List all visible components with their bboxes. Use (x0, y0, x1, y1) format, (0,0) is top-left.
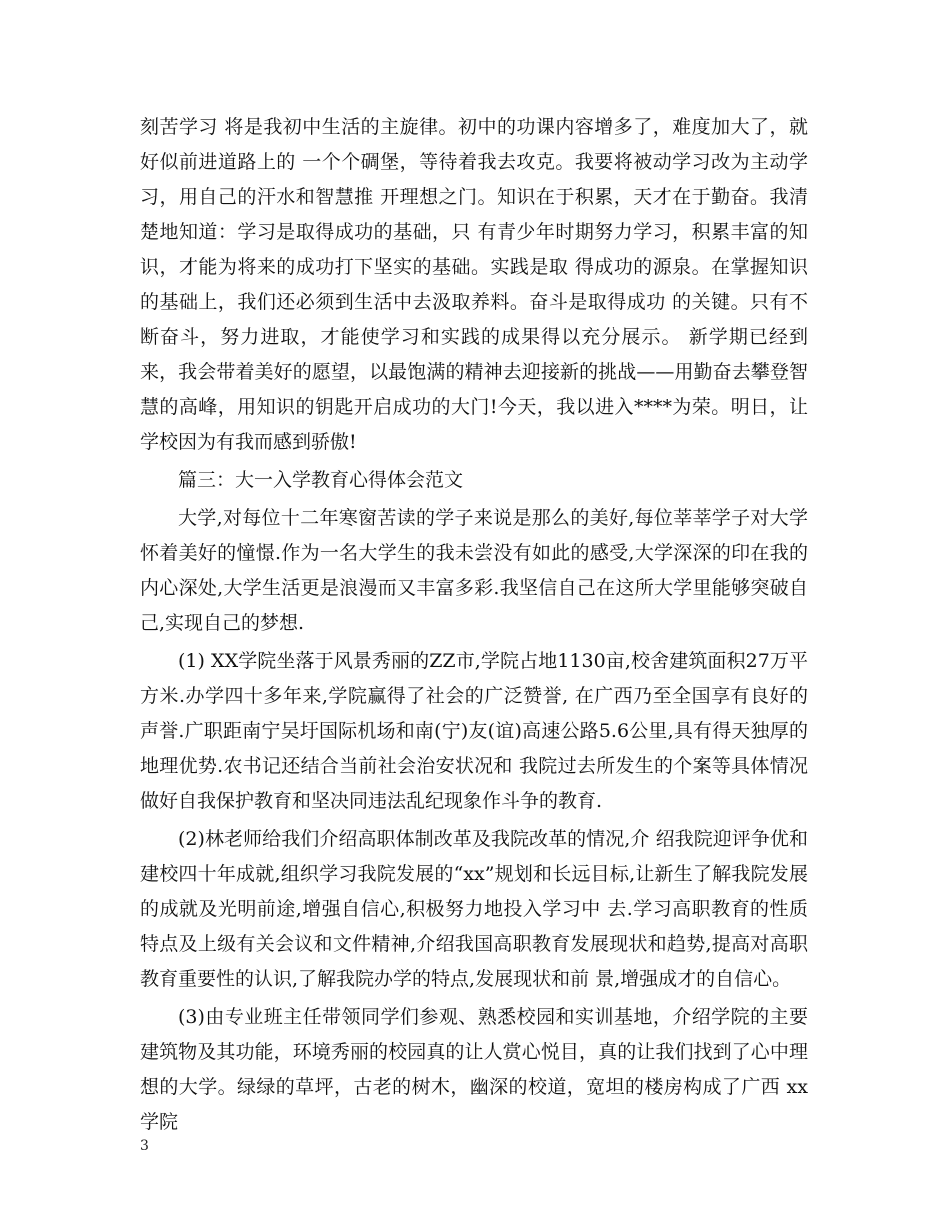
paragraph-item-1: (1) XX学院坐落于风景秀丽的ZZ市,学院占地1130亩,校舍建筑面积27万平方米.办学四十多年来,学院赢得了社会的广泛赞誉, 在广西乃至全国享有良好的声誉.广职距南宁吴圩国际机场和南(宁)友(谊)高速公路5.6公里,具有得天独厚的地理优势.农书记还结合当前社会治安状况和 我院过去所发生的个案等具体情况做好自我保护教育和坚决同违法乱纪现象作斗争的教育. (140, 650, 808, 812)
document-body (140, 110, 808, 1140)
paragraph-item-3: (3)由专业班主任带领同学们参观、熟悉校园和实训基地，介绍学院的主要建筑物及其功能，环境秀丽的校园真的让人赏心悦目，真的让我们找到了心中理想的大学。绿绿的草坪，古老的树木，幽深的校道，宽坦的楼房构成了广西 xx 学院 (140, 1006, 808, 1133)
page-number: 3 (140, 1138, 149, 1154)
section-heading: 篇三：大一入学教育心得体会范文 (178, 469, 464, 491)
paragraph-study-resolution: 刻苦学习 将是我初中生活的主旋律。初中的功课内容增多了，难度加大了，就好似前进道路上的 一个个碉堡，等待着我去攻克。我要将被动学习改为主动学习，用自己的汗水和智慧推 开理想之门。知识在于积累，天才在于勤奋。我清楚地知道：学习是取得成功的基础，只 有青少年时期努力学习，积累丰富的知识，才能为将来的成功打下坚实的基础。实践是取 得成功的源泉。在掌握知识的基础上，我们还必须到生活中去汲取养料。奋斗是取得成功 的关键。只有不断奋斗，努力进取，才能使学习和实践的成果得以充分展示。 新学期已经到来，我会带着美好的愿望，以最饱满的精神去迎接新的挑战——用勤奋去攀登智慧的高峰，用知识的钥匙开启成功的大门!今天，我以进入****为荣。明日，让学校因为有我而感到骄傲! (140, 116, 808, 453)
paragraph-item-2: (2)林老师给我们介绍高职体制改革及我院改革的情况,介 绍我院迎评争优和建校四十年成就,组织学习我院发展的“xx”规划和长远目标,让新生了解我院发展的成就及光明前途,增强自信心,积极努力地投入学习中 去.学习高职教育的性质特点及上级有关会议和文件精神,介绍我国高职教育发展现状和趋势,提高对高职教育重要性的认识,了解我院办学的特点,发展现状和前 景,增强成才的自信心。 (140, 828, 808, 990)
paragraph-university-intro: 大学,对每位十二年寒窗苦读的学子来说是那么的美好,每位莘莘学子对大学怀着美好的憧憬.作为一名大学生的我未尝没有如此的感受,大学深深的印在我的内心深处,大学生活更是浪漫而又丰富多彩.我坚信自己在这所大学里能够突破自己,实现自己的梦想. (140, 507, 808, 634)
